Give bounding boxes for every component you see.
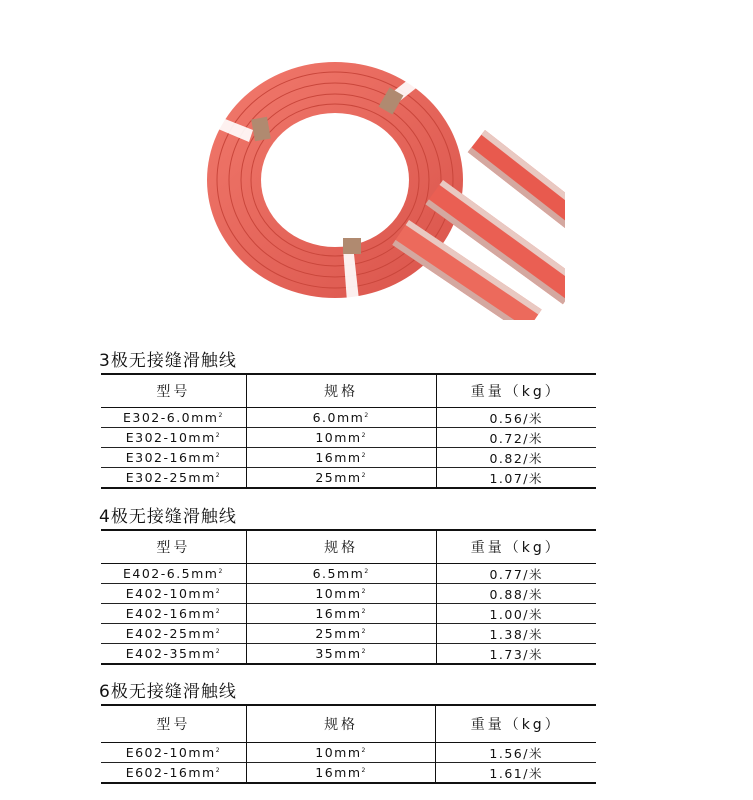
spec-cell: 25mm (315, 470, 362, 485)
table-row: $E302-10mm^2$ $10mm^2$ 0.72/米 (101, 428, 596, 448)
weight-cell: 1.38/米 (436, 624, 596, 644)
table-header-row (101, 530, 596, 564)
header-model: 型号 (156, 384, 191, 400)
weight-cell: 0.56/米 (436, 408, 596, 428)
spec-table (101, 529, 596, 665)
table-row: $E402-35mm^2$ $35mm^2$ 1.73/米 (101, 644, 596, 665)
weight-cell: 0.82/米 (436, 448, 596, 468)
model-cell: E402-10mm (125, 586, 216, 601)
header-spec: 规格 (246, 530, 436, 564)
model-cell: E602-16mm (125, 765, 216, 780)
weight-cell: 0.72/米 (436, 428, 596, 448)
spec-cell: 10mm (315, 745, 362, 760)
header-spec: 规格 (246, 374, 436, 408)
table-row: $E402-6.5mm^2$ $6.5mm^2$ 0.77/米 (101, 564, 596, 584)
spec-table (101, 704, 596, 784)
table-section-3-pole (101, 349, 596, 489)
spec-cell: 16mm (315, 765, 362, 780)
model-cell: E402-35mm (125, 646, 216, 661)
table-row: $E302-16mm^2$ $16mm^2$ 0.82/米 (101, 448, 596, 468)
model-cell: E402-6.5mm (122, 566, 219, 581)
weight-cell: 1.00/米 (436, 604, 596, 624)
header-weight: 重量（kg） (436, 705, 596, 743)
product-photo (195, 30, 565, 320)
spec-cell: 10mm (315, 586, 362, 601)
table-row: $E602-16mm^2$ $16mm^2$ 1.61/米 (101, 763, 596, 784)
weight-cell: 1.61/米 (436, 763, 596, 784)
header-model: 型号 (156, 717, 191, 733)
model-cell: E302-25mm (125, 470, 216, 485)
header-spec: 规格 (246, 705, 436, 743)
spec-cell: 6.5mm (312, 566, 365, 581)
weight-cell: 1.56/米 (436, 743, 596, 763)
header-weight: 重量（kg） (436, 374, 596, 408)
section-title: 3极无接缝滑触线 (99, 351, 237, 371)
model-cell: E402-25mm (125, 626, 216, 641)
table-row: $E302-25mm^2$ $25mm^2$ 1.07/米 (101, 468, 596, 489)
spec-table (101, 373, 596, 489)
weight-cell: 0.77/米 (436, 564, 596, 584)
weight-cell: 0.88/米 (436, 584, 596, 604)
table-row: $E302-6.0mm^2$ $6.0mm^2$ 0.56/米 (101, 408, 596, 428)
spec-cell: 16mm (315, 606, 362, 621)
model-cell: E302-6.0mm (122, 410, 219, 425)
table-header-row (101, 705, 596, 743)
weight-cell: 1.07/米 (436, 468, 596, 489)
header-model: 型号 (156, 540, 191, 556)
model-cell: E302-16mm (125, 450, 216, 465)
header-weight: 重量（kg） (436, 530, 596, 564)
model-cell: E602-10mm (125, 745, 216, 760)
table-section-4-pole (101, 505, 596, 665)
section-title: 6极无接缝滑触线 (99, 682, 237, 702)
spec-cell: 35mm (315, 646, 362, 661)
table-section-6-pole (101, 680, 596, 784)
table-row: $E402-25mm^2$ $25mm^2$ 1.38/米 (101, 624, 596, 644)
table-row: $E402-10mm^2$ $10mm^2$ 0.88/米 (101, 584, 596, 604)
spec-cell: 10mm (315, 430, 362, 445)
spec-cell: 6.0mm (312, 410, 365, 425)
model-cell: E402-16mm (125, 606, 216, 621)
table-row: $E602-10mm^2$ $10mm^2$ 1.56/米 (101, 743, 596, 763)
weight-cell: 1.73/米 (436, 644, 596, 665)
spec-cell: 25mm (315, 626, 362, 641)
spec-cell: 16mm (315, 450, 362, 465)
table-header-row (101, 374, 596, 408)
table-row: $E402-16mm^2$ $16mm^2$ 1.00/米 (101, 604, 596, 624)
section-title: 4极无接缝滑触线 (99, 507, 237, 527)
model-cell: E302-10mm (125, 430, 216, 445)
